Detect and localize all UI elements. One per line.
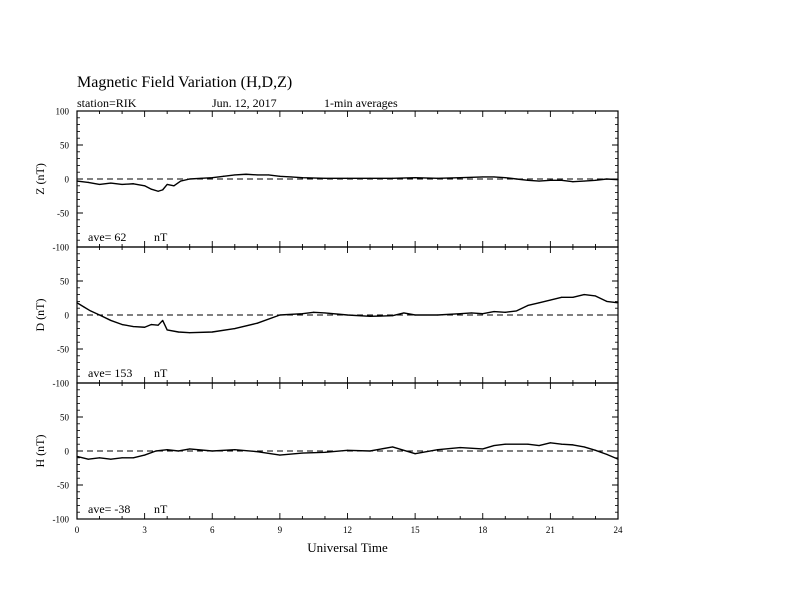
y-axis-label-h: H (nT) — [33, 434, 47, 468]
x-tick-label: 18 — [478, 525, 488, 535]
x-tick-label: 15 — [410, 525, 420, 535]
series-line-z — [77, 174, 618, 191]
x-tick-label: 9 — [277, 525, 283, 535]
data-point-z — [173, 185, 174, 186]
data-point-z — [606, 178, 607, 179]
data-point-z — [493, 176, 494, 177]
data-point-d — [392, 315, 393, 316]
data-point-z — [88, 182, 89, 183]
data-point-h — [110, 459, 111, 460]
data-point-h — [572, 444, 573, 445]
data-point-h — [76, 456, 77, 457]
data-point-z — [291, 176, 292, 177]
data-point-h — [234, 449, 235, 450]
data-point-d — [234, 328, 235, 329]
data-point-d — [158, 325, 159, 326]
y-axis-label-d: D (nT) — [33, 298, 47, 332]
data-point-z — [257, 174, 258, 175]
data-point-d — [550, 299, 551, 300]
chart-title: Magnetic Field Variation (H,D,Z) — [77, 74, 293, 91]
data-point-z — [527, 180, 528, 181]
data-point-z — [245, 174, 246, 175]
data-point-z — [110, 182, 111, 183]
data-point-h — [178, 450, 179, 451]
data-point-h — [595, 450, 596, 451]
data-point-z — [76, 180, 77, 181]
data-point-d — [516, 310, 517, 311]
data-point-d — [617, 302, 618, 303]
data-point-z — [200, 178, 201, 179]
data-point-h — [460, 447, 461, 448]
data-point-z — [561, 180, 562, 181]
data-point-d — [279, 314, 280, 315]
data-point-d — [167, 329, 168, 330]
data-point-z — [151, 189, 152, 190]
data-point-z — [460, 177, 461, 178]
data-point-h — [437, 449, 438, 450]
data-point-h — [493, 445, 494, 446]
data-point-h — [347, 450, 348, 451]
data-point-d — [539, 302, 540, 303]
data-point-z — [144, 185, 145, 186]
ave-label-h: ave= -38 — [88, 502, 131, 516]
data-point-d — [90, 310, 91, 311]
series-line-d — [77, 295, 618, 333]
data-point-h — [415, 453, 416, 454]
data-point-d — [324, 312, 325, 313]
y-tick-label: -100 — [52, 378, 69, 389]
data-point-z — [302, 177, 303, 178]
x-tick-label: 12 — [343, 525, 352, 535]
data-point-d — [178, 331, 179, 332]
y-tick-label: 50 — [60, 140, 69, 151]
data-point-h — [144, 454, 145, 455]
data-point-z — [482, 176, 483, 177]
data-point-h — [584, 446, 585, 447]
data-point-h — [189, 448, 190, 449]
data-point-d — [493, 311, 494, 312]
data-point-z — [595, 180, 596, 181]
data-point-d — [257, 323, 258, 324]
data-point-h — [482, 448, 483, 449]
data-point-d — [403, 312, 404, 313]
data-point-h — [167, 449, 168, 450]
y-tick-label: -100 — [52, 514, 69, 525]
data-point-z — [572, 181, 573, 182]
data-point-z — [584, 180, 585, 181]
data-point-z — [505, 177, 506, 178]
data-point-h — [279, 454, 280, 455]
x-tick-label: 3 — [142, 525, 147, 535]
date-label: Jun. 12, 2017 — [212, 96, 277, 110]
y-tick-label: -100 — [52, 242, 69, 253]
y-tick-label: -50 — [57, 344, 69, 355]
data-point-z — [516, 178, 517, 179]
data-point-d — [99, 314, 100, 315]
data-point-z — [99, 184, 100, 185]
data-point-h — [369, 450, 370, 451]
data-point-d — [302, 313, 303, 314]
station-label: station=RIK — [77, 96, 137, 110]
y-tick-label: 0 — [64, 174, 69, 185]
data-point-d — [595, 295, 596, 296]
y-tick-label: 50 — [60, 412, 69, 423]
data-point-d — [313, 312, 314, 313]
data-point-d — [572, 297, 573, 298]
data-point-d — [151, 324, 152, 325]
data-point-d — [212, 331, 213, 332]
series-line-h — [77, 443, 618, 459]
data-point-z — [617, 179, 618, 180]
data-point-d — [505, 312, 506, 313]
data-point-d — [437, 314, 438, 315]
y-tick-label: 100 — [55, 106, 69, 117]
data-point-z — [279, 176, 280, 177]
data-point-d — [369, 316, 370, 317]
data-point-d — [415, 314, 416, 315]
x-tick-label: 6 — [210, 525, 215, 535]
y-tick-label: -50 — [57, 480, 69, 491]
ave-unit-h: nT — [154, 502, 168, 516]
data-point-h — [257, 451, 258, 452]
data-point-h — [392, 446, 393, 447]
y-tick-label: 0 — [64, 446, 69, 457]
data-point-z — [392, 178, 393, 179]
data-point-z — [268, 174, 269, 175]
data-point-z — [539, 180, 540, 181]
y-tick-label: 50 — [60, 276, 69, 287]
data-point-d — [110, 320, 111, 321]
data-point-h — [99, 457, 100, 458]
data-point-d — [121, 324, 122, 325]
data-point-d — [460, 313, 461, 314]
x-axis-label: Universal Time — [307, 540, 388, 555]
data-point-z — [158, 191, 159, 192]
data-point-h — [617, 459, 618, 460]
data-point-z — [212, 177, 213, 178]
data-point-d — [584, 294, 585, 295]
data-point-z — [189, 178, 190, 179]
data-point-h — [606, 454, 607, 455]
data-point-z — [324, 178, 325, 179]
data-point-d — [144, 327, 145, 328]
ave-label-d: ave= 153 — [88, 366, 133, 380]
data-point-d — [471, 312, 472, 313]
data-point-z — [223, 176, 224, 177]
data-point-d — [162, 320, 163, 321]
data-point-d — [83, 306, 84, 307]
data-point-h — [133, 457, 134, 458]
x-tick-label: 0 — [74, 525, 80, 535]
data-point-h — [539, 445, 540, 446]
data-point-h — [212, 450, 213, 451]
y-axis-label-z: Z (nT) — [33, 163, 47, 195]
data-point-d — [527, 305, 528, 306]
y-tick-label: -50 — [57, 208, 69, 219]
y-tick-label: 0 — [64, 310, 69, 321]
x-tick-label: 21 — [545, 525, 555, 535]
data-point-d — [606, 301, 607, 302]
data-point-h — [527, 444, 528, 445]
ave-unit-z: nT — [154, 230, 168, 244]
ave-label-z: ave= 62 — [88, 230, 127, 244]
data-point-z — [234, 174, 235, 175]
data-point-h — [324, 452, 325, 453]
data-point-z — [550, 180, 551, 181]
data-point-d — [561, 297, 562, 298]
x-tick-label: 24 — [613, 525, 623, 535]
data-point-h — [155, 450, 156, 451]
data-point-h — [550, 442, 551, 443]
ave-unit-d: nT — [154, 366, 168, 380]
data-point-h — [561, 444, 562, 445]
data-point-z — [347, 178, 348, 179]
data-point-z — [437, 178, 438, 179]
data-point-d — [347, 314, 348, 315]
data-point-z — [167, 184, 168, 185]
data-point-d — [189, 332, 190, 333]
data-point-z — [415, 177, 416, 178]
averaging-label: 1-min averages — [324, 96, 398, 110]
data-point-h — [121, 457, 122, 458]
data-point-h — [88, 459, 89, 460]
data-point-h — [302, 452, 303, 453]
data-point-d — [133, 326, 134, 327]
data-point-d — [76, 302, 77, 303]
data-point-z — [180, 180, 181, 181]
data-point-h — [505, 444, 506, 445]
data-point-z — [133, 183, 134, 184]
data-point-d — [482, 313, 483, 314]
data-point-z — [162, 189, 163, 190]
data-point-z — [369, 178, 370, 179]
data-point-z — [121, 184, 122, 185]
